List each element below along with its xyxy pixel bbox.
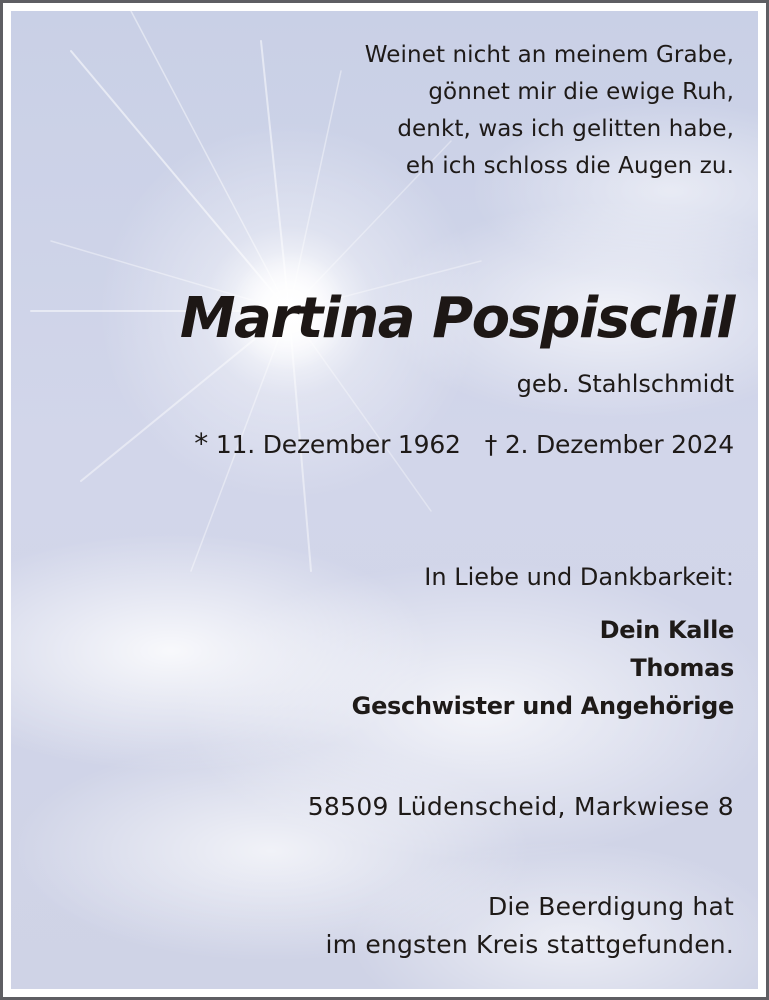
birth-name: geb. Stahlschmidt [516, 370, 734, 398]
birth-date: 11. Dezember 1962 [215, 430, 461, 459]
poem-line: gönnet mir die ewige Ruh, [428, 79, 734, 105]
poem-line: denkt, was ich gelitten habe, [397, 116, 734, 142]
life-dates [194, 425, 734, 464]
death-cross-icon: † [484, 430, 498, 459]
death-date: 2. Dezember 2024 [504, 430, 734, 459]
birth-star-icon: * [194, 427, 209, 460]
mourner-name: Geschwister und Angehörige [351, 692, 734, 720]
mourner-name: Thomas [630, 654, 734, 682]
sky-background [11, 11, 758, 989]
funeral-notice [326, 888, 735, 964]
poem-line: Weinet nicht an meinem Grabe, [364, 42, 734, 68]
mourners-list [352, 611, 734, 725]
funeral-line: Die Beerdigung hat [487, 892, 734, 921]
poem [365, 37, 734, 185]
poem-line: eh ich schloss die Augen zu. [405, 153, 734, 179]
address: 58509 Lüdenscheid, Markwiese 8 [307, 792, 734, 821]
mourners-intro: In Liebe und Dankbarkeit: [424, 563, 734, 591]
mourner-name: Dein Kalle [599, 616, 734, 644]
deceased-name: Martina Pospischil [179, 286, 734, 351]
funeral-line: im engsten Kreis stattgefunden. [325, 930, 734, 959]
